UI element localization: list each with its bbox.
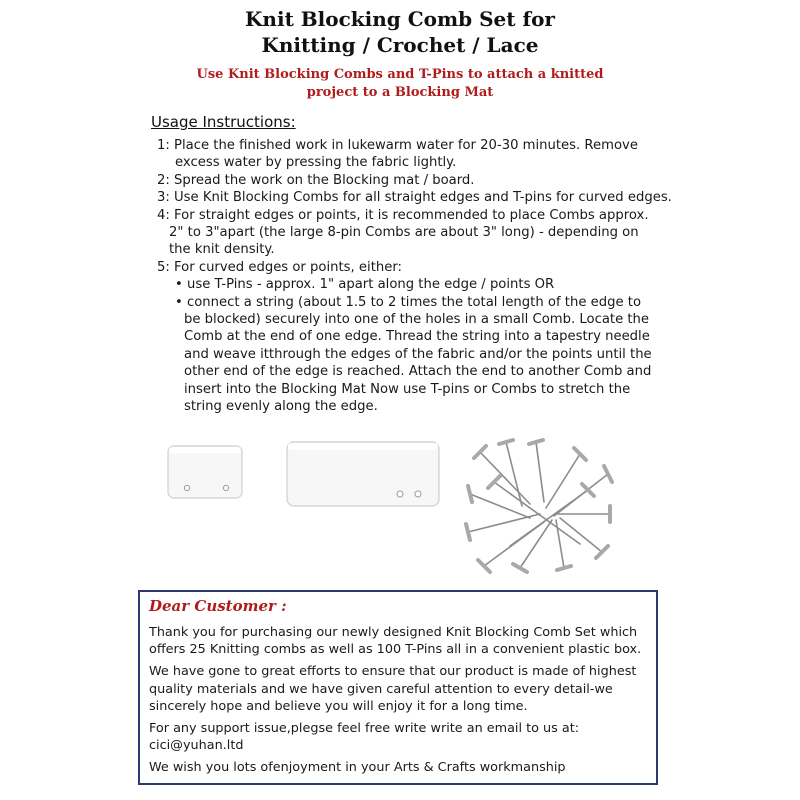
small-comb-image <box>166 440 246 550</box>
instruction-line: the knit density. <box>169 242 275 258</box>
title-line-2: Knitting / Crochet / Lace <box>261 33 539 57</box>
usage-heading: Usage Instructions: <box>151 113 296 131</box>
instruction-line: 1: Place the finished work in lukewarm water for 20-30 minutes. Remove <box>157 138 638 153</box>
instruction-line: insert into the Blocking Mat Now use T-pins or Combs to stretch the <box>184 381 631 397</box>
instruction-line: Comb at the end of one edge. Thread the string into a tapestry needle <box>184 329 650 345</box>
instruction-line: be blocked) securely into one of the holes in a small Comb. Locate the <box>184 312 650 328</box>
usage-instructions <box>157 137 697 416</box>
subtitle-line-2: project to a Blocking Mat <box>306 85 494 100</box>
customer-paragraph-1: Thank you for purchasing our newly designed Knit Blocking Comb Set which offers 25 Knitting combs as well as 100 T-Pins all in a convenient plastic box. <box>149 625 642 658</box>
small-comb-icon <box>166 440 246 550</box>
instruction-line: string evenly along the edge. <box>184 399 378 415</box>
instruction-line: 3: Use Knit Blocking Combs for all straight edges and T-pins for curved edges. <box>157 190 672 206</box>
support-email: cici@yuhan.ltd <box>149 738 244 754</box>
instruction-line: 5: For curved edges or points, either: <box>157 259 402 275</box>
instruction-line: 2: Spread the work on the Blocking mat / board. <box>157 172 475 188</box>
title-line-1: Knit Blocking Comb Set for <box>245 7 555 31</box>
customer-paragraph-3 <box>149 720 647 754</box>
instruction-bullet: • connect a string (about 1.5 to 2 times the total length of the edge to <box>175 294 642 310</box>
large-comb-image <box>284 436 442 556</box>
dear-customer-box <box>138 590 658 785</box>
customer-heading: Dear Customer : <box>149 597 287 615</box>
product-images <box>0 430 800 580</box>
instruction-line: excess water by pressing the fabric lightly. <box>175 155 457 171</box>
t-pins-image <box>460 434 620 574</box>
instruction-line: other end of the edge is reached. Attach the end to another Comb and <box>184 364 652 380</box>
t-pins-icon <box>460 434 620 574</box>
instruction-line: 2" to 3"apart (the large 8-pin Combs are about 3" long) - depending on <box>169 225 639 241</box>
page-title <box>0 6 800 58</box>
instruction-line: and weave itthrough the edges of the fabric and/or the points until the <box>184 346 652 362</box>
instruction-bullet: • use T-Pins - approx. 1" apart along the edge / points OR <box>175 277 555 293</box>
instruction-line: 4: For straight edges or points, it is recommended to place Combs approx. <box>157 207 649 223</box>
large-comb-icon <box>284 436 442 556</box>
support-text: For any support issue,plegse feel free write write an email to us at: <box>149 721 580 737</box>
customer-paragraph-4: We wish you lots ofenjoyment in your Arts & Crafts workmanship <box>149 760 566 776</box>
subtitle-line-1: Use Knit Blocking Combs and T-Pins to attach a knitted <box>196 67 604 82</box>
page-subtitle <box>0 66 800 102</box>
customer-paragraph-2: We have gone to great efforts to ensure that our product is made of highest quality materials and we have given careful attention to every detail-we sincerely hope and believe you will enjoy it for a long time. <box>149 664 637 714</box>
